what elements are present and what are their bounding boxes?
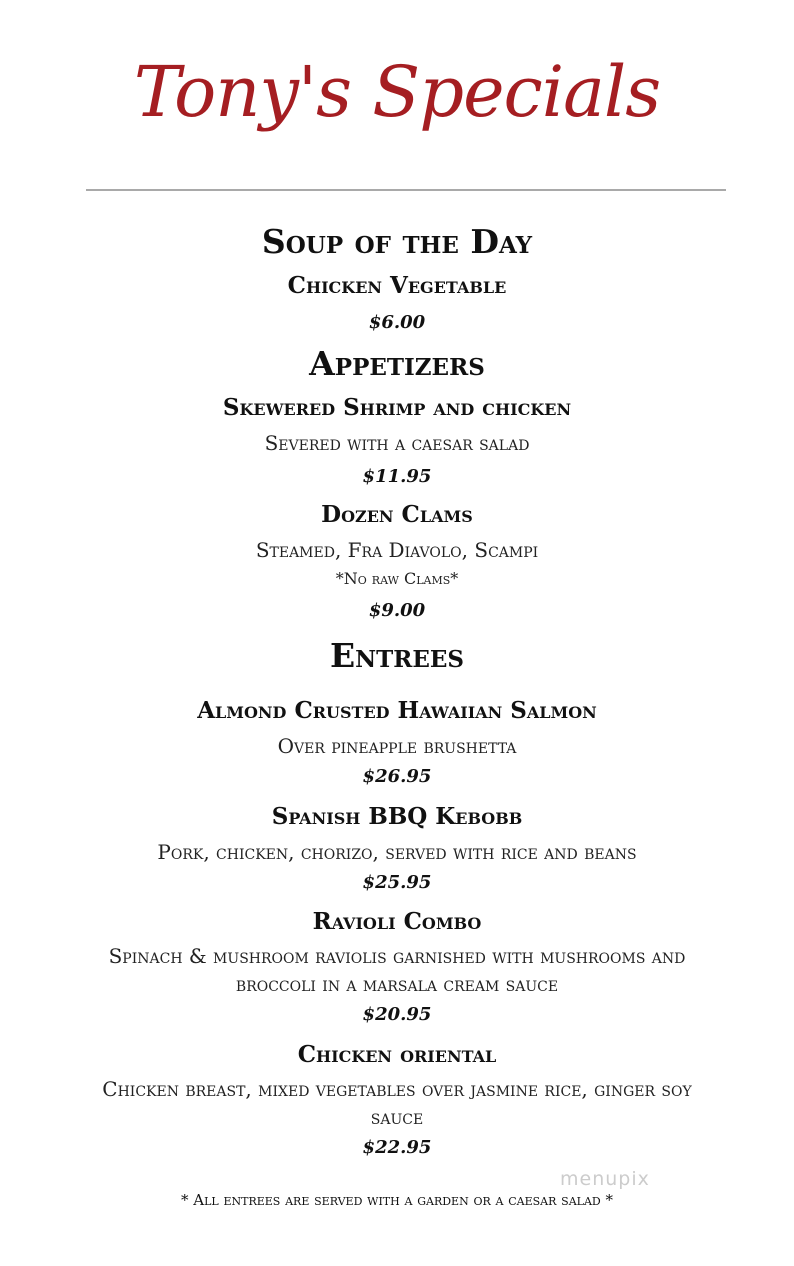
item-price: $26.95 xyxy=(362,766,432,787)
menu-title: Tony's Specials xyxy=(133,51,661,133)
item-description: Severed with a caesar salad xyxy=(264,431,530,455)
section-heading-appetizers: Appetizers xyxy=(309,344,485,383)
item-name: Spanish BBQ Kebobb xyxy=(271,803,523,830)
item-name: Almond Crusted Hawaiian Salmon xyxy=(197,697,597,724)
item-price: $25.95 xyxy=(362,872,432,893)
item-note: *No raw Clams* xyxy=(335,569,459,588)
item-name: Ravioli Combo xyxy=(312,908,482,935)
section-heading-entrees: Entrees xyxy=(329,636,465,675)
item-description: broccoli in a marsala cream sauce xyxy=(235,972,559,996)
section-heading-soup: Soup of the Day xyxy=(261,222,533,261)
item-description: sauce xyxy=(370,1105,424,1129)
item-description: Spinach & mushroom raviolis garnished with mushrooms and xyxy=(108,944,686,968)
divider xyxy=(86,189,726,191)
item-price: $6.00 xyxy=(368,312,426,333)
item-name: Dozen Clams xyxy=(321,501,473,528)
item-description: Chicken breast, mixed vegetables over jasmine rice, ginger soy xyxy=(102,1077,692,1101)
footnote: * All entrees are served with a garden or a caesar salad * xyxy=(181,1191,613,1209)
item-price: $9.00 xyxy=(368,600,426,621)
watermark: menupix xyxy=(560,1168,650,1190)
item-price: $11.95 xyxy=(362,466,432,487)
item-name: Chicken oriental xyxy=(297,1041,497,1068)
item-name: Chicken Vegetable xyxy=(287,272,507,299)
item-price: $22.95 xyxy=(362,1137,432,1158)
item-description: Steamed, Fra Diavolo, Scampi xyxy=(255,538,539,562)
item-description: Over pineapple brushetta xyxy=(277,734,517,758)
item-description: Pork, chicken, chorizo, served with rice and beans xyxy=(157,840,637,864)
item-name: Skewered Shrimp and chicken xyxy=(222,394,572,421)
item-price: $20.95 xyxy=(362,1004,432,1025)
